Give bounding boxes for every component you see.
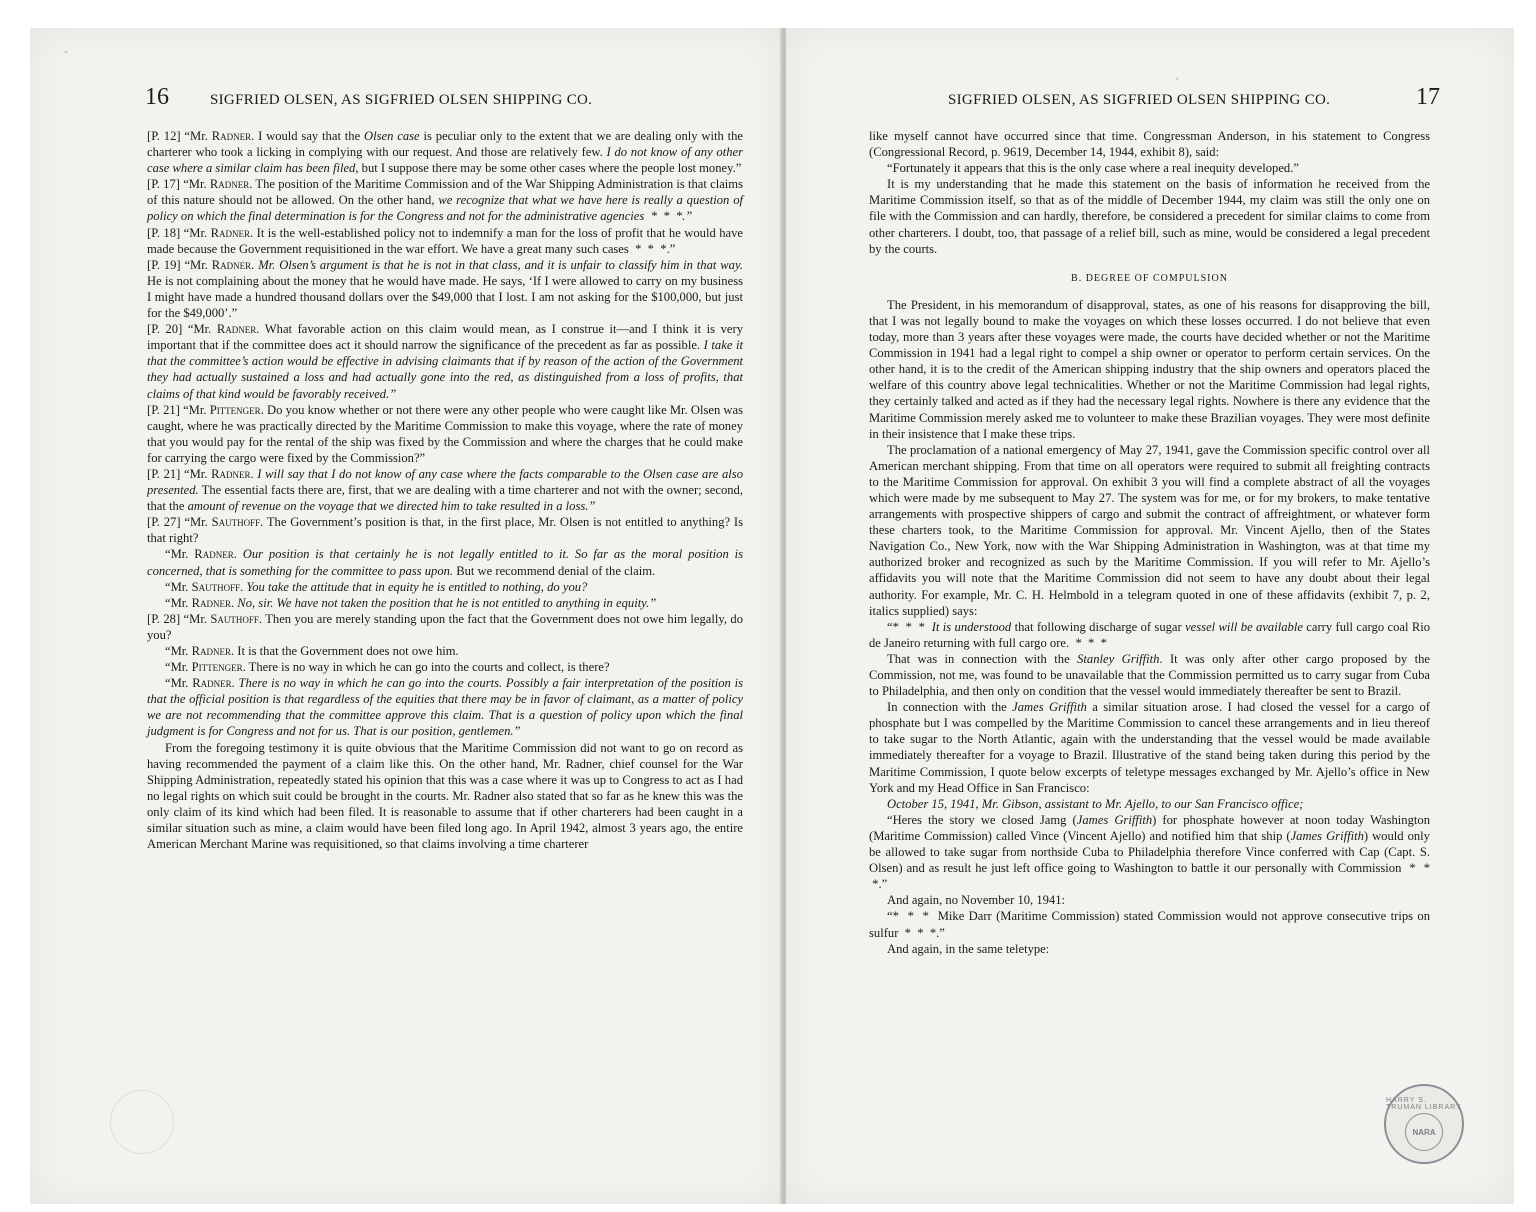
faint-stamp: [110, 1090, 174, 1154]
scan-mark: ': [1176, 74, 1179, 88]
running-header: SIGFRIED OLSEN, AS SIGFRIED OLSEN SHIPPING CO.: [210, 92, 593, 108]
stamp-ring-text: HARRY S. TRUMAN LIBRARY: [1386, 1097, 1462, 1111]
section-heading: B. DEGREE OF COMPULSION: [1071, 272, 1228, 284]
left-page: [30, 28, 782, 1204]
running-header: SIGFRIED OLSEN, AS SIGFRIED OLSEN SHIPPING CO.: [948, 92, 1331, 108]
right-body: like myself cannot have occurred since that time. Congressman Anderson, in his statement to Congress (Congressional Record, p. 9619, December 14, 1944, exhibit 8), said: “Fortunately it appears that this is the only case where a real inequity developed.” It is my understanding that he made this statement on the basis of information he received from the Maritime Commission itself, so that as of the middle of December 1944, my claim was still the only one on file with the Commission and can hardly, therefore, be considered a precedent for similar claims to come from other charterers. I doubt, too, that passage of a relief bill, such as mine, would be considered a legal precedent by the courts. B. DEGREE OF COMPULSION The President, in his memorandum of disapproval, states, as one of his reasons for disapproving the bill, that I was not legally bound to make the voyages on which these losses occurred. I do not believe that even today, more than 3 years after these voyages were made, the courts have decided whether or not the Maritime Commission in 1941 had a legal right to compel a ship owner or operator to perform certain services. On the other hand, it is to the credit of the American shipping industry that the ship owners and operators placed the welfare of this country above legal technicalities. Whether or not the Maritime Commission had legal rights, they certainly talked and acted as if they had the necessary legal rights. Nowhere is there any evidence that the Maritime Commission merely asked me to volunteer to make these Brazilian voyages. They were most definite in their insistence that I make these trips. The proclamation of a national emergency of May 27, 1941, gave the Commission specific control over all American merchant shipping. From that time on all operators were required to submit all freighting contracts to the Maritime Commission for approval. On exhibit 3 you will find a complete abstract of all the voyages which were made by me subsequent to May 27. The system was for me, or for my brokers, to make tentative arrangements with prospective shippers of cargo and submit the contract of affreightment, or whatever form these charters took, to the Maritime Commission for approval. Mr. Vincent Ajello, then of the States Navigation Co., New York, now with the War Shipping Administration in Washington, was at that time my authorized broker and recognized as such by the Maritime Commission. If you will refer to Mr. Ajello’s affidavits you will note that the Maritime Commission did not seem to have any doubt about their legal authority. For example, Mr. C. H. Helmbold in a telegram quoted in one of these affidavits (exhibit 7, p. 2, italics supplied) says: “* * * It is understood that following discharge of sugar vessel will be available carry full cargo coal Rio de Janeiro returning with full cargo ore. * * * That was in connection with the Stanley Griffith. It was only after other cargo proposed by the Commission, not me, was found to be unavailable that the Commission permitted us to carry sugar from Cuba to Philadelphia, and then only on condition that the vessel would immediately thereafter be sent to Brazil. In connection with the James Griffith a similar situation arose. I had closed the vessel for a cargo of phosphate but I was compelled by the Maritime Commission to cancel these arrangements and in lieu thereof to take sugar to the North Atlantic, again with the understanding that the vessel would be made available immediately thereafter for a voyage to Brazil. Illustrative of the stand being taken during this period by the Maritime Commission, I quote below excerpts of teletype messages exchanged by Mr. Ajello’s office in New York and my Head Office in San Francisco: October 15, 1941, Mr. Gibson, assistant to Mr. Ajello, to our San Francisco office; “Heres the story we closed Jamg (James Griffith) for phosphate however at noon today Washington (Maritime Commission) called Vince (Vincent Ajello) and notified him that ship (James Griffith) would only be allowed to take sugar from northside Cuba to Philadelphia therefore Vince conferred with Cap (Capt. S. Olsen) and as result he just left office going to Washington to battle it our personally with Commission * * *.” And again, no November 10, 1941: “* * * Mike Darr (Maritime Commission) stated Commission would not approve consecutive trips on sulfur * * *.” And again, in the same teletype:: [869, 129, 1431, 956]
page-number: 17: [1416, 84, 1440, 110]
left-body: [P. 12] “Mr. Radner. I would say that the Olsen case is peculiar only to the extent that we are dealing only with the charterer who took a licking in complying with our request. And those are relatively few. I do not know of any other case where a similar claim has been filed, but I suppose there may be some other cases where the people lost money.” [P. 17] “Mr. Radner. The position of the Maritime Commission and of the War Shipping Administration is that claims of this nature should not be allowed. On the other hand, we recognize that what we have here is really a question of policy on which the final determination is for the Congress and not for the administrative agencies * * *.” [P. 18] “Mr. Radner. It is the well-established policy not to indemnify a man for the loss of profit that he would have made because the Government requisitioned in the war effort. We have a great many such cases * * *.” [P. 19] “Mr. Radner. Mr. Olsen’s argument is that he is not in that class, and it is unfair to classify him in that way. He is not complaining about the money that he would have made. He says, ‘If I were allowed to carry on my business I might have made a hundred thousand dollars over the $49,000 that I lost. I am not asking for the $100,000, but just for the $49,000’.” [P. 20] “Mr. Radner. What favorable action on this claim would mean, as I construe it—and I think it is very important that if the committee does act it should narrow the significance of the precedent as far as possible. I take it that the committee’s action would be effective in advising claimants that if by reason of the action of the Government they had actually sustained a loss and had actually gone into the red, as distinguished from a loss of profits, that claims of that kind would be favorably received.” [P. 21] “Mr. Pittenger. Do you know whether or not there were any other people who were caught like Mr. Olsen was caught, where he was practically directed by the Maritime Commission to make this voyage, where the rate of money that you would pay for the rental of the ship was fixed by the Commission and where the charges that he could make for carrying the cargo were fixed by the Commission?” [P. 21] “Mr. Radner. I will say that I do not know of any case where the facts comparable to the Olsen case are also presented. The essential facts there are, first, that we are dealing with a time charterer and not with the owner; second, that the amount of revenue on the voyage that we directed him to take resulted in a loss.” [P. 27] “Mr. Sauthoff. The Government’s position is that, in the first place, Mr. Olsen is not entitled to anything? Is that right? “Mr. Radner. Our position is that certainly he is not legally entitled to it. So far as the moral position is concerned, that is something for the committee to pass upon. But we recommend denial of the claim. “Mr. Sauthoff. You take the attitude that in equity he is entitled to nothing, do you? “Mr. Radner. No, sir. We have not taken the position that he is not entitled to anything in equity.” [P. 28] “Mr. Sauthoff. Then you are merely standing upon the fact that the Government does not owe him legally, do you? “Mr. Radner. It is that the Government does not owe him. “Mr. Pittenger. There is no way in which he can go into the courts and collect, is there? “Mr. Radner. There is no way in which he can go into the courts. Possibly a fair interpretation of the position is that the official position is that regardless of the equities that there may be in favor of claimant, as a matter of policy we are not recommending that the committee approve this claim. That is a question of policy upon which the final judgment is for Congress and not for us. That is our position, gentlemen.” From the foregoing testimony it is quite obvious that the Maritime Commission did not want to go on record as having recommended the payment of a claim like this. On the other hand, Mr. Radner, chief counsel for the War Shipping Administration, repeatedly stated his opinion that this was a case where it was up to Congress to act as I had no legal rights on which suit could be brought in the courts. Mr. Radner also stated that so far as he knew this was the only claim of its kind which had been filed. It is reasonable to assume that if other charterers had been caught in a similar situation such as mine, a claim would have been filed long ago. In April 1942, almost 3 years ago, the entire American Merchant Marine was requisitioned, so that claims involving a time charterer: [147, 129, 744, 852]
stamp-center: NARA: [1405, 1113, 1443, 1151]
archive-stamp: [1384, 1084, 1464, 1164]
scan-mark: -: [64, 44, 68, 58]
right-page: [786, 28, 1514, 1204]
page-number: 16: [145, 84, 169, 110]
